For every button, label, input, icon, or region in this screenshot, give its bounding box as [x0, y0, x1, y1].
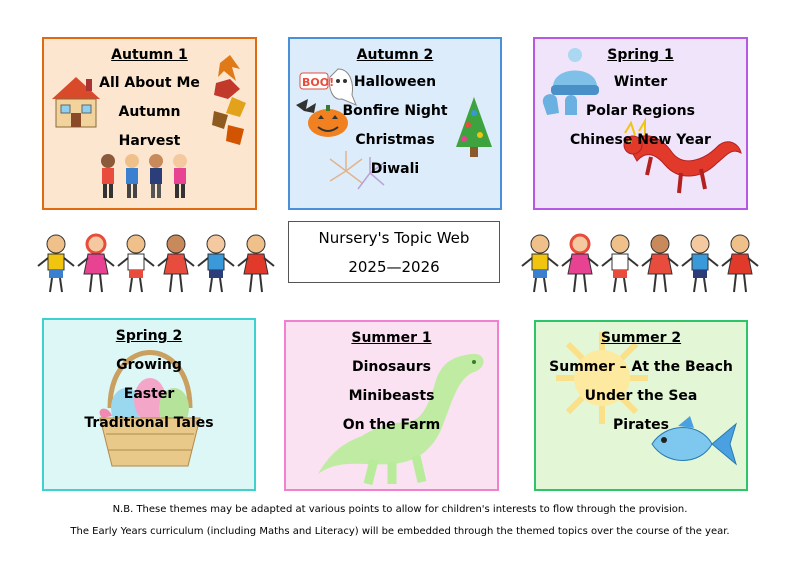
spring-1-box — [533, 37, 748, 210]
summer-2-box — [534, 320, 748, 491]
autumn-1-box — [42, 37, 257, 210]
topic-summer-at-the-beach: Summer – At the Beach — [549, 359, 733, 375]
autumn-2-box — [288, 37, 502, 210]
topic-web-title-box — [288, 221, 500, 283]
child-figure — [642, 235, 678, 292]
children-illustration — [96, 151, 196, 207]
child-figure — [522, 235, 558, 292]
autumn-2-title: Autumn 2 — [356, 47, 434, 63]
spring-2-title: Spring 2 — [115, 328, 183, 344]
topic-christmas: Christmas — [355, 132, 435, 148]
note-curriculum: The Early Years curriculum (including Maths and Literacy) will be embedded through the themed topics over the course of the year. — [70, 526, 730, 537]
topic-minibeasts: Minibeasts — [348, 388, 435, 404]
topic-harvest: Harvest — [118, 133, 181, 149]
topic-dinosaurs: Dinosaurs — [352, 359, 431, 375]
academic-year: 2025—2026 — [348, 258, 440, 276]
child-figure — [118, 235, 154, 292]
child-figure — [602, 235, 638, 292]
spring-1-title: Spring 1 — [607, 47, 674, 63]
note-adaptation: N.B. These themes may be adapted at various points to allow for children's interests to flow through the provision. — [112, 504, 688, 515]
boo-text: BOO! — [302, 76, 335, 89]
summer-2-title: Summer 2 — [600, 330, 682, 346]
spring-2-box — [42, 318, 256, 491]
children-row-left — [36, 232, 278, 296]
summer-1-box — [284, 320, 499, 491]
children-row-right — [520, 232, 762, 296]
child-figure — [682, 235, 718, 292]
topic-on-the-farm: On the Farm — [342, 417, 441, 433]
autumn-1-title: Autumn 1 — [111, 47, 188, 63]
topic-growing: Growing — [116, 357, 182, 373]
topic-bonfire-night: Bonfire Night — [342, 103, 448, 119]
topic-polar-regions: Polar Regions — [586, 103, 695, 119]
child-figure — [722, 235, 758, 292]
topic-winter: Winter — [613, 74, 668, 90]
child-figure — [238, 235, 274, 292]
child-figure — [38, 235, 74, 292]
child-figure — [198, 235, 234, 292]
child-figure — [78, 235, 114, 292]
page-title: Nursery's Topic Web — [318, 229, 470, 247]
topic-easter: Easter — [123, 386, 175, 402]
topic-pirates: Pirates — [613, 417, 669, 433]
dragon-illustration — [621, 117, 745, 201]
summer-1-title: Summer 1 — [351, 330, 432, 346]
topic-all-about-me: All About Me — [99, 75, 200, 91]
topic-autumn: Autumn — [118, 104, 181, 120]
topic-traditional-tales: Traditional Tales — [84, 415, 214, 431]
topic-halloween: Halloween — [353, 74, 437, 90]
topic-chinese-new-year: Chinese New Year — [570, 132, 711, 148]
topic-under-the-sea: Under the Sea — [584, 388, 698, 404]
child-figure — [158, 235, 194, 292]
child-figure — [562, 235, 598, 292]
topic-diwali: Diwali — [370, 161, 420, 177]
